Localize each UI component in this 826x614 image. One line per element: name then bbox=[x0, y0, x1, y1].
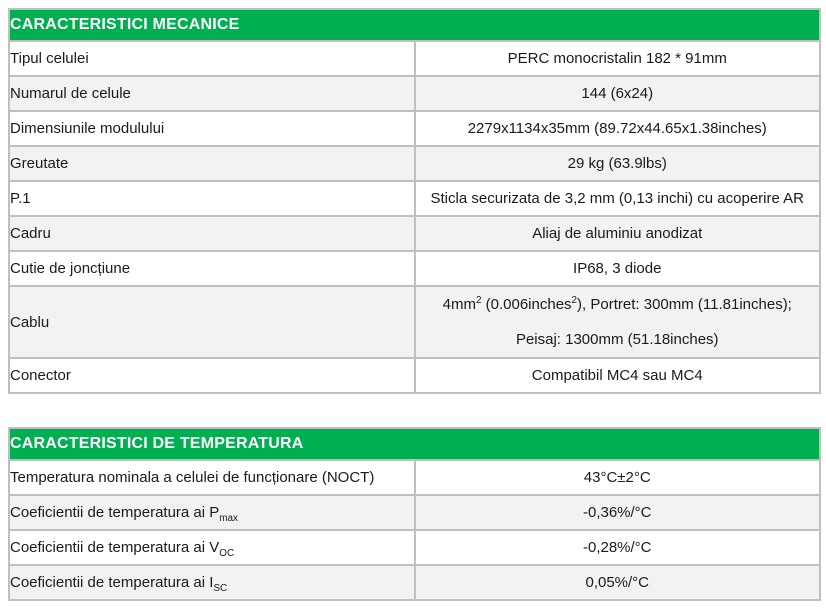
row-value: Sticla securizata de 3,2 mm (0,13 inchi) cu acoperire AR bbox=[415, 181, 821, 216]
row-value: 0,05%/°C bbox=[415, 565, 821, 600]
row-label: Numarul de celule bbox=[9, 76, 415, 111]
temperature-section-title: CARACTERISTICI DE TEMPERATURA bbox=[9, 428, 820, 460]
row-label: Dimensiunile modulului bbox=[9, 111, 415, 146]
cable-value-line1: $4mm^2$ (0.006inches$^2$), Portret: 300mm (11.81inches); bbox=[442, 295, 792, 313]
row-value bbox=[415, 286, 821, 358]
table-row bbox=[9, 216, 820, 251]
table-header-row bbox=[9, 9, 820, 41]
row-value: Aliaj de aluminiu anodizat bbox=[415, 216, 821, 251]
table-row bbox=[9, 41, 820, 76]
cable-value-line2: Peisaj: 1300mm (51.18inches) bbox=[515, 331, 719, 348]
table-row bbox=[9, 286, 820, 358]
temperature-table bbox=[8, 427, 821, 601]
mechanical-section-title: CARACTERISTICI MECANICE bbox=[9, 9, 820, 41]
row-label: Tipul celulei bbox=[9, 41, 415, 76]
row-label: Cadru bbox=[9, 216, 415, 251]
row-value: 29 kg (63.9lbs) bbox=[415, 146, 821, 181]
table-row bbox=[9, 460, 820, 495]
table-row bbox=[9, 251, 820, 286]
row-value: -0,28%/°C bbox=[415, 530, 821, 565]
row-label: P.1 bbox=[9, 181, 415, 216]
table-spacer bbox=[8, 394, 821, 427]
table-row bbox=[9, 358, 820, 393]
row-value: -0,36%/°C bbox=[415, 495, 821, 530]
row-label: Greutate bbox=[9, 146, 415, 181]
table-row bbox=[9, 530, 820, 565]
table-row bbox=[9, 565, 820, 600]
table-row bbox=[9, 111, 820, 146]
table-header-row bbox=[9, 428, 820, 460]
row-label: Conector bbox=[9, 358, 415, 393]
row-value: PERC monocristalin 182 * 91mm bbox=[415, 41, 821, 76]
row-value: 144 (6x24) bbox=[415, 76, 821, 111]
row-value: 43°C±2°C bbox=[415, 460, 821, 495]
table-row bbox=[9, 146, 820, 181]
row-label: Cutie de joncțiune bbox=[9, 251, 415, 286]
row-label: Temperatura nominala a celulei de funcționare (NOCT) bbox=[9, 460, 415, 495]
table-row bbox=[9, 495, 820, 530]
row-value: 2279x1134x35mm (89.72x44.65x1.38inches) bbox=[415, 111, 821, 146]
row-value: Compatibil MC4 sau MC4 bbox=[415, 358, 821, 393]
row-value: IP68, 3 diode bbox=[415, 251, 821, 286]
table-row bbox=[9, 181, 820, 216]
row-label: Coeficientii de temperatura ai $V_{OC}$ bbox=[9, 530, 415, 565]
row-label: Coeficientii de temperatura ai $P_{max}$ bbox=[9, 495, 415, 530]
table-row bbox=[9, 76, 820, 111]
mechanical-table bbox=[8, 8, 821, 394]
row-label: Cablu bbox=[9, 286, 415, 358]
row-label: Coeficientii de temperatura ai $I_{SC}$ bbox=[9, 565, 415, 600]
